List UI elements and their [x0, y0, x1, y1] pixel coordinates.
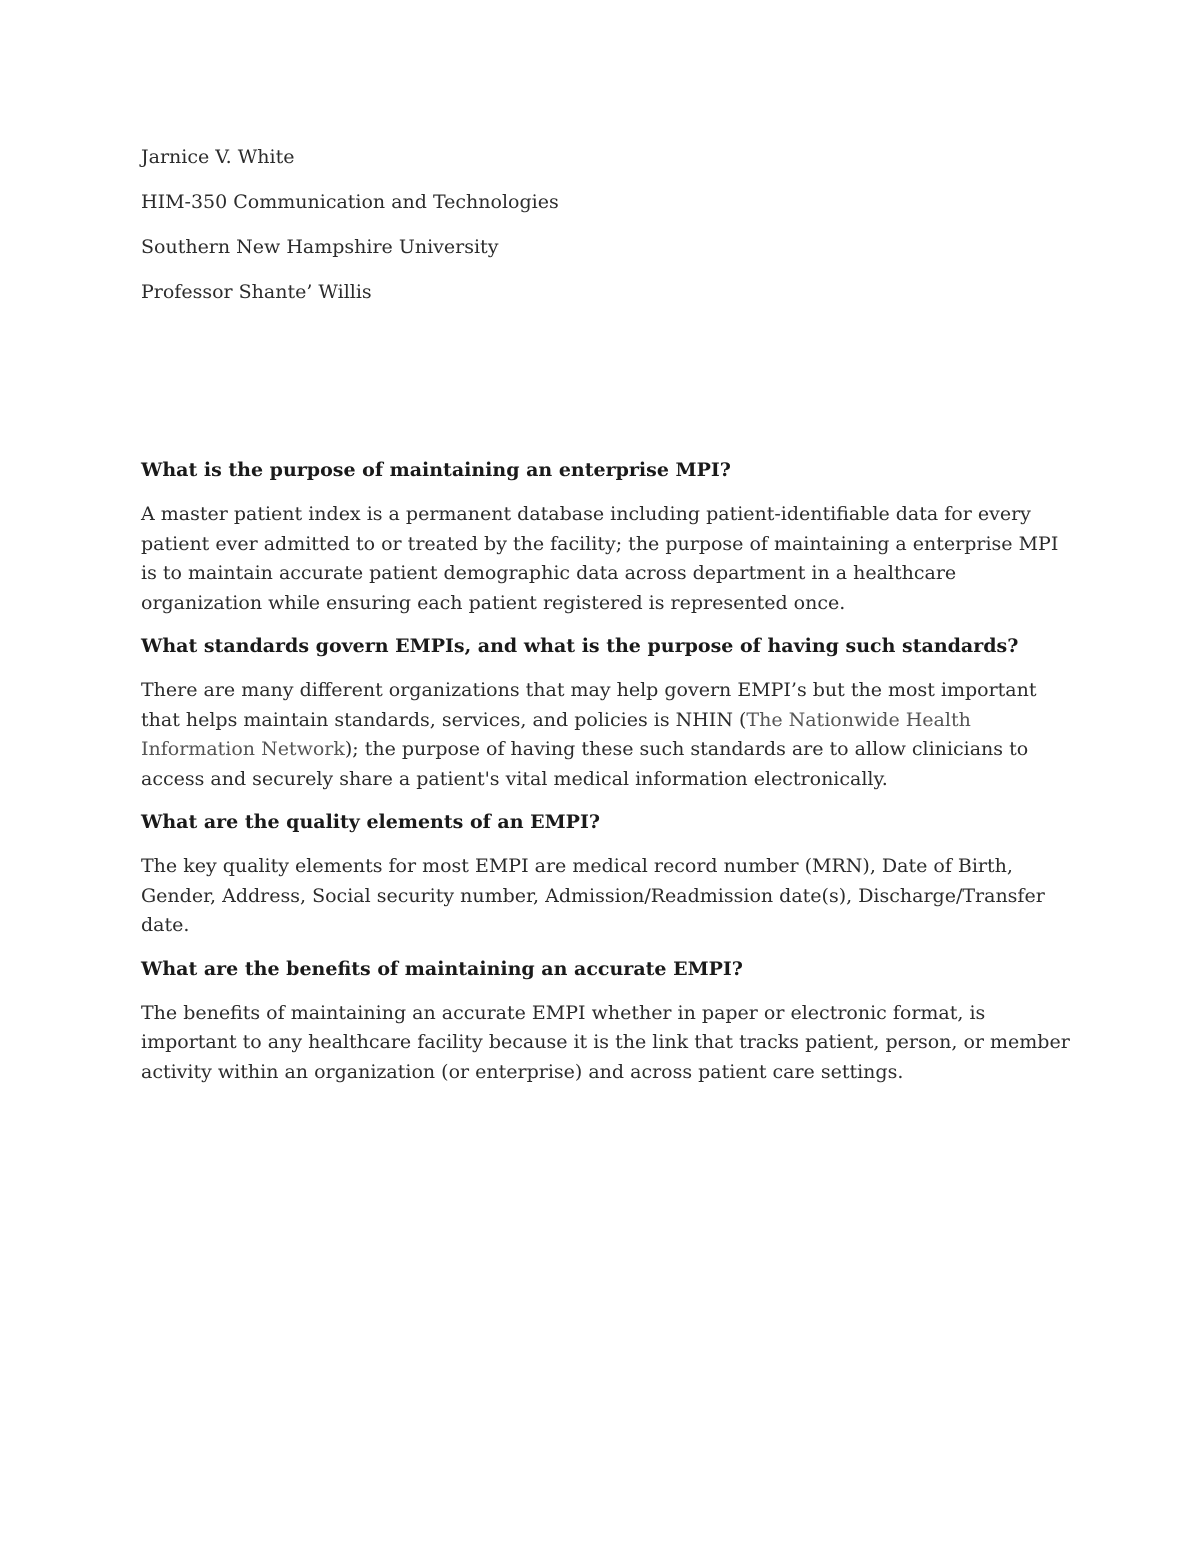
school-name: Southern New Hampshire University: [141, 236, 499, 258]
question-heading: What is the purpose of maintaining an enterprise MPI?: [141, 459, 731, 481]
professor-name: Professor Shante’ Willis: [141, 281, 372, 303]
answer-paragraph: [141, 676, 1071, 794]
question-heading: What are the quality elements of an EMPI?: [141, 811, 600, 833]
nhin-reference: The Nationwide Health Information Network: [141, 708, 971, 760]
qa-content: [141, 456, 1071, 1101]
author-name: Jarnice V. White: [141, 146, 295, 168]
answer-text: ); the purpose of having these such standards are to allow clinicians to access and securely share a patient's vital medical information electronically.: [141, 738, 1029, 790]
answer-paragraph: The key quality elements for most EMPI are medical record number (MRN), Date of Birth, Gender, Address, Social security number, Admission/Readmission date(s), Discharge/Transfer date.: [141, 855, 1045, 936]
question-heading: What standards govern EMPIs, and what is the purpose of having such standards?: [141, 635, 1019, 657]
answer-text: There are many different organizations that may help govern EMPI’s but the most important that helps maintain standards, services, and policies is NHIN (: [141, 679, 1037, 731]
document-header: [141, 143, 1071, 323]
course-title: HIM-350 Communication and Technologies: [141, 191, 559, 213]
question-heading: What are the benefits of maintaining an accurate EMPI?: [141, 957, 743, 980]
answer-paragraph: The benefits of maintaining an accurate EMPI whether in paper or electronic format, is important to any healthcare facility because it is the link that tracks patient, person, or member activity within an organization (or enterprise) and across patient care settings.: [141, 1001, 1070, 1083]
answer-paragraph: A master patient index is a permanent database including patient-identifiable data for every patient ever admitted to or treated by the facility; the purpose of maintaining a enterprise MPI is to maintain accurate patient demographic data across department in a healthcare organization while ensuring each patient registered is represented once.: [141, 503, 1059, 614]
